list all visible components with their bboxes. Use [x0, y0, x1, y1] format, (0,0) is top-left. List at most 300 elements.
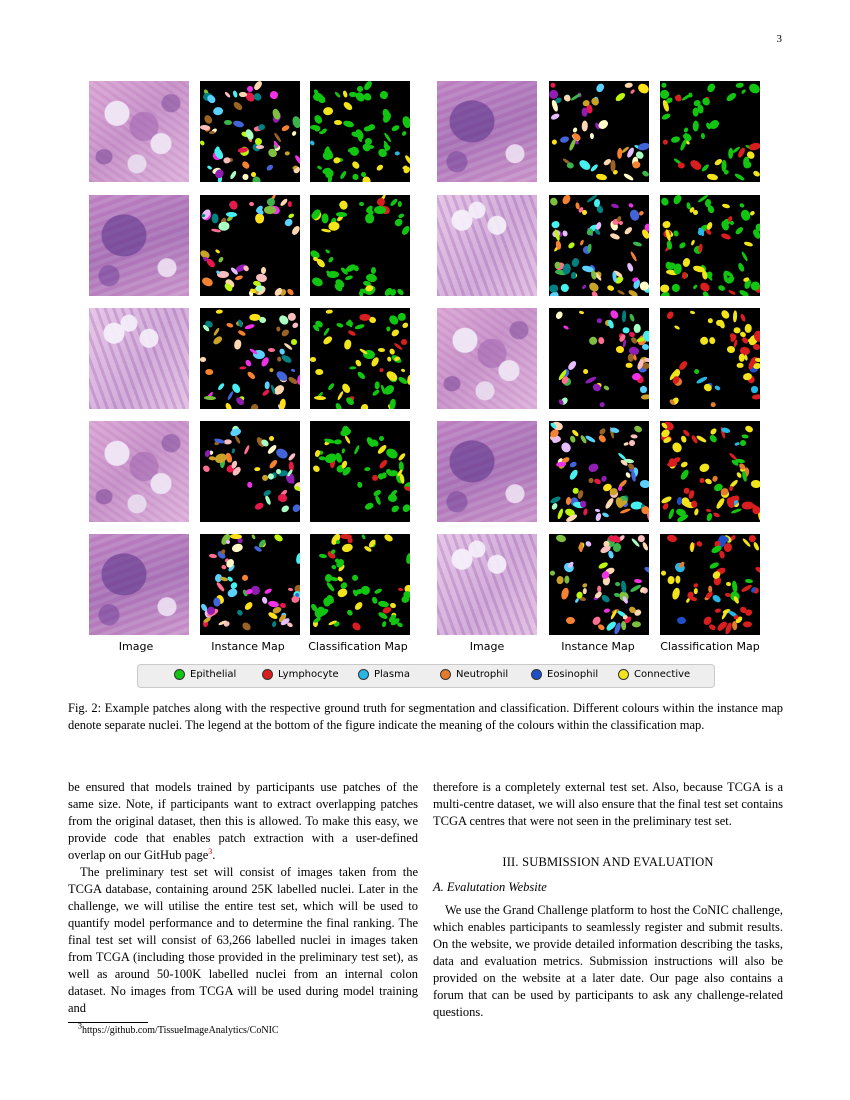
- nucleus-mark: [377, 347, 384, 352]
- nucleus-mark: [212, 598, 220, 607]
- nucleus-mark: [590, 164, 599, 173]
- nucleus-mark: [672, 230, 679, 237]
- nucleus-mark: [206, 257, 217, 268]
- nucleus-mark: [612, 169, 618, 175]
- nucleus-mark: [342, 90, 347, 97]
- classification-map-patch: [310, 308, 410, 409]
- nucleus-mark: [351, 621, 362, 632]
- nucleus-mark: [753, 343, 760, 351]
- nucleus-mark: [314, 396, 326, 400]
- nucleus-mark: [374, 587, 383, 594]
- paragraph-preliminary-test-set: The preliminary test set will consist of images taken from the TCGA database, containing around 25K labelled nuclei. Later in the challenge, we will utilise the entire test set, which will be used to quantify model performance and to determine the final ranking. The final test set will consist of 63,266 labelled nuclei in images taken from TCGA (including those provided in the preliminary test set), as well as around 50-100K labelled nuclei from an internal colon dataset. No images from TCGA will be used during model training and: [68, 865, 418, 1015]
- nucleus-mark: [381, 621, 387, 628]
- nucleus-mark: [554, 262, 560, 269]
- nucleus-mark: [557, 508, 564, 520]
- nucleus-mark: [736, 83, 744, 89]
- nucleus-mark: [603, 385, 611, 392]
- classification-map-patch: [660, 308, 760, 409]
- nucleus-mark: [556, 575, 564, 584]
- nucleus-mark: [257, 123, 266, 131]
- nucleus-mark: [684, 487, 690, 493]
- nucleus-mark: [701, 270, 708, 279]
- instance-map-patch: [549, 81, 649, 182]
- column-label-classification-map-left: Classification Map: [308, 640, 408, 653]
- nucleus-mark: [256, 145, 264, 149]
- he-image-patch: [89, 308, 189, 409]
- nucleus-mark: [748, 82, 760, 95]
- nucleus-mark: [620, 580, 626, 592]
- nucleus-mark: [344, 435, 351, 444]
- nucleus-mark: [389, 198, 398, 207]
- nucleus-mark: [699, 335, 710, 346]
- nucleus-mark: [352, 173, 358, 179]
- nucleus-mark: [611, 203, 619, 209]
- nucleus-mark: [379, 90, 388, 99]
- nucleus-mark: [288, 587, 294, 591]
- nucleus-mark: [595, 512, 602, 520]
- nucleus-mark: [351, 160, 360, 169]
- nucleus-mark: [706, 508, 712, 512]
- nucleus-mark: [201, 464, 211, 474]
- nucleus-mark: [597, 336, 604, 344]
- nucleus-mark: [670, 441, 683, 454]
- nucleus-mark: [665, 310, 675, 320]
- nucleus-mark: [738, 289, 750, 296]
- nucleus-mark: [228, 200, 238, 211]
- column-label-image-left: Image: [118, 640, 154, 653]
- nucleus-mark: [249, 202, 254, 207]
- nucleus-mark: [389, 398, 397, 409]
- nucleus-mark: [551, 221, 560, 229]
- nucleus-mark: [232, 101, 243, 112]
- nucleus-mark: [226, 390, 234, 401]
- nucleus-mark: [229, 170, 237, 179]
- nucleus-mark: [615, 91, 627, 102]
- nucleus-mark: [223, 91, 230, 98]
- right-column: [433, 779, 783, 1021]
- nucleus-mark: [401, 503, 410, 513]
- nucleus-mark: [708, 319, 713, 324]
- nucleus-mark: [722, 203, 730, 209]
- nucleus-mark: [345, 274, 354, 280]
- legend-label: Connective: [634, 669, 691, 680]
- classification-map-patch: [310, 534, 410, 635]
- nucleus-mark: [682, 257, 691, 267]
- nucleus-mark: [287, 452, 296, 462]
- figure-caption: Fig. 2: Example patches along with the respective ground truth for segmentation and classification. Different colours within the instance map denote separate nuclei. The legend at the bottom of the figure indicate the meaning of the colours within the classification map.: [68, 701, 783, 732]
- nucleus-mark: [715, 497, 725, 509]
- nucleus-mark: [693, 368, 700, 375]
- nucleus-mark: [356, 371, 366, 381]
- nucleus-mark: [640, 386, 647, 392]
- nucleus-mark: [371, 267, 377, 274]
- nucleus-mark: [692, 108, 699, 117]
- nucleus-mark: [692, 582, 699, 588]
- nucleus-mark: [680, 469, 691, 482]
- nucleus-mark: [341, 542, 354, 553]
- nucleus-mark: [274, 446, 289, 459]
- paragraph-evaluation-website: We use the Grand Challenge platform to host the CoNIC challenge, which enables participants to seamlessly register and submit results. On the website, we provide detailed information describing the tasks, data and evaluation metrics. Submission instructions will also be provided on the website at a later date. Our page also contains a forum that can be used by participants to ask any challenge-related questions.: [433, 903, 783, 1019]
- nucleus-mark: [726, 582, 732, 587]
- nucleus-mark: [660, 197, 670, 207]
- classification-map-patch: [660, 421, 760, 522]
- nucleus-mark: [637, 82, 649, 95]
- nucleus-mark: [204, 396, 216, 400]
- nucleus-mark: [213, 327, 221, 336]
- nucleus-mark: [671, 282, 682, 293]
- nucleus-mark: [378, 367, 384, 373]
- nucleus-mark: [325, 581, 335, 592]
- nucleus-mark: [734, 441, 739, 446]
- nucleus-mark: [311, 214, 316, 217]
- nucleus-mark: [264, 587, 273, 594]
- nucleus-mark: [751, 394, 760, 400]
- nucleus-mark: [347, 318, 353, 327]
- legend-item-epithelial: [174, 669, 236, 680]
- nucleus-mark: [251, 534, 256, 540]
- nucleus-mark: [212, 107, 223, 116]
- nucleus-mark: [290, 224, 300, 236]
- subsection-heading: A. Evalutation Website: [433, 880, 547, 894]
- nucleus-mark: [267, 347, 274, 352]
- nucleus-mark: [709, 427, 717, 436]
- nucleus-mark: [749, 142, 760, 152]
- nucleus-mark: [680, 461, 688, 468]
- nucleus-mark: [566, 163, 574, 170]
- nucleus-mark: [206, 93, 217, 104]
- nucleus-mark: [668, 508, 675, 520]
- nucleus-mark: [585, 435, 596, 444]
- nucleus-mark: [737, 363, 744, 368]
- legend-item-plasma: [358, 669, 410, 680]
- he-image-patch: [89, 81, 189, 182]
- nucleus-mark: [701, 164, 710, 173]
- nucleus-mark: [280, 328, 290, 338]
- footnote-url[interactable]: https://github.com/TissueImageAnalytics/CoNIC: [82, 1025, 279, 1036]
- nucleus-mark: [708, 624, 716, 632]
- nucleus-mark: [610, 232, 621, 240]
- nucleus-mark: [231, 448, 235, 453]
- nucleus-mark: [401, 130, 407, 137]
- nucleus-mark: [334, 120, 342, 126]
- nucleus-mark: [584, 540, 592, 547]
- nucleus-mark: [356, 481, 362, 488]
- column-label-classification-map-right: Classification Map: [660, 640, 760, 653]
- legend-swatch: [174, 669, 185, 680]
- legend-swatch: [358, 669, 369, 680]
- nucleus-mark: [212, 213, 219, 223]
- nucleus-mark: [617, 148, 623, 160]
- nucleus-mark: [224, 439, 232, 445]
- nucleus-mark: [231, 542, 244, 553]
- nucleus-mark: [739, 202, 745, 208]
- nucleus-mark: [562, 325, 569, 331]
- nucleus-mark: [625, 83, 633, 89]
- legend-label: Neutrophil: [456, 669, 509, 680]
- nucleus-mark: [401, 321, 409, 329]
- nucleus-mark: [640, 394, 649, 400]
- nucleus-mark: [239, 91, 247, 97]
- nucleus-mark: [593, 198, 599, 207]
- nucleus-mark: [310, 140, 316, 146]
- nucleus-mark: [269, 90, 278, 99]
- nucleus-mark: [573, 487, 579, 493]
- nucleus-mark: [224, 403, 233, 409]
- nucleus-mark: [744, 241, 753, 247]
- nucleus-mark: [336, 322, 344, 328]
- nucleus-mark: [734, 226, 744, 236]
- nucleus-mark: [400, 224, 410, 236]
- nucleus-mark: [597, 434, 607, 444]
- nucleus-mark: [660, 285, 669, 293]
- nucleus-mark: [695, 540, 703, 547]
- nucleus-mark: [612, 542, 622, 552]
- nucleus-mark: [588, 335, 599, 346]
- he-image-patch: [437, 308, 537, 409]
- nucleus-mark: [375, 163, 384, 172]
- nucleus-mark: [711, 594, 722, 604]
- nucleus-mark: [556, 241, 562, 251]
- nucleus-mark: [201, 276, 214, 288]
- nucleus-mark: [568, 242, 577, 250]
- nucleus-mark: [639, 281, 649, 291]
- nucleus-mark: [334, 439, 342, 445]
- nucleus-mark: [623, 226, 633, 236]
- nucleus-mark: [698, 244, 703, 253]
- nucleus-mark: [720, 609, 728, 620]
- nucleus-mark: [346, 609, 354, 617]
- instance-map-patch: [200, 308, 300, 409]
- column-label-instance-map-right: Instance Map: [561, 640, 635, 653]
- nucleus-mark: [354, 323, 364, 329]
- nucleus-mark: [351, 574, 359, 582]
- nucleus-mark: [667, 462, 678, 468]
- nucleus-mark: [287, 213, 294, 219]
- nucleus-mark: [718, 319, 726, 329]
- nucleus-mark: [291, 339, 297, 345]
- nucleus-mark: [680, 139, 688, 151]
- nucleus-mark: [754, 565, 760, 574]
- nucleus-mark: [200, 357, 207, 362]
- nucleus-mark: [386, 327, 390, 332]
- legend-swatch: [618, 669, 629, 680]
- nucleus-mark: [714, 385, 722, 392]
- nucleus-mark: [262, 389, 271, 397]
- nucleus-mark: [677, 163, 685, 170]
- nucleus-mark: [739, 209, 751, 223]
- nucleus-mark: [246, 371, 256, 381]
- footnote-reference[interactable]: 3: [208, 846, 213, 856]
- nucleus-mark: [661, 83, 667, 88]
- nucleus-mark: [325, 310, 333, 315]
- nucleus-mark: [627, 289, 639, 296]
- nucleus-mark: [203, 114, 214, 125]
- classification-map-patch: [310, 421, 410, 522]
- nucleus-mark: [315, 369, 324, 376]
- nucleus-mark: [236, 609, 244, 617]
- nucleus-mark: [284, 151, 290, 156]
- legend-swatch: [531, 669, 542, 680]
- nucleus-mark: [732, 310, 737, 322]
- nucleus-mark: [667, 241, 673, 251]
- legend-item-eosinophil: [531, 669, 598, 680]
- nucleus-mark: [738, 262, 746, 272]
- nucleus-mark: [403, 485, 410, 493]
- nucleus-mark: [561, 195, 572, 206]
- nucleus-mark: [693, 284, 698, 289]
- nucleus-mark: [322, 107, 333, 116]
- nucleus-mark: [336, 390, 344, 401]
- nucleus-mark: [744, 424, 754, 433]
- nucleus-mark: [597, 319, 602, 324]
- nucleus-mark: [353, 444, 360, 454]
- nucleus-mark: [322, 334, 333, 345]
- nucleus-mark: [364, 467, 371, 472]
- nucleus-mark: [559, 441, 572, 454]
- nucleus-mark: [631, 434, 638, 439]
- nucleus-mark: [744, 354, 748, 360]
- nucleus-mark: [241, 160, 250, 169]
- nucleus-mark: [394, 151, 400, 156]
- nucleus-mark: [751, 386, 758, 392]
- nucleus-mark: [629, 313, 636, 322]
- legend-item-neutrophil: [440, 669, 508, 680]
- nucleus-mark: [671, 586, 681, 599]
- nucleus-mark: [269, 435, 275, 441]
- instance-map-patch: [549, 195, 649, 296]
- nucleus-mark: [595, 82, 606, 93]
- nucleus-mark: [375, 381, 380, 390]
- he-image-patch: [437, 81, 537, 182]
- nucleus-mark: [366, 145, 374, 149]
- classification-map-patch: [310, 195, 410, 296]
- nucleus-mark: [291, 321, 299, 329]
- nucleus-mark: [273, 534, 284, 543]
- figure-legend: [137, 664, 715, 688]
- nucleus-mark: [733, 339, 738, 348]
- page-number: 3: [776, 33, 782, 45]
- he-image-patch: [89, 534, 189, 635]
- nucleus-mark: [551, 113, 561, 121]
- nucleus-mark: [628, 202, 634, 208]
- nucleus-mark: [278, 493, 288, 502]
- he-image-patch: [89, 195, 189, 296]
- nucleus-mark: [339, 170, 347, 179]
- nucleus-mark: [690, 311, 696, 316]
- nucleus-mark: [349, 91, 357, 97]
- nucleus-mark: [601, 511, 609, 518]
- instance-map-patch: [549, 421, 649, 522]
- nucleus-mark: [679, 242, 688, 250]
- nucleus-mark: [726, 91, 738, 102]
- nucleus-mark: [667, 534, 679, 543]
- nucleus-mark: [621, 310, 626, 322]
- classification-map-patch: [660, 81, 760, 182]
- nucleus-mark: [569, 139, 577, 151]
- nucleus-mark: [734, 172, 746, 181]
- nucleus-mark: [313, 114, 324, 125]
- nucleus-mark: [271, 621, 277, 628]
- nucleus-mark: [398, 587, 404, 591]
- nucleus-mark: [582, 588, 586, 594]
- nucleus-mark: [293, 485, 300, 493]
- nucleus-mark: [641, 542, 649, 552]
- nucleus-mark: [745, 579, 753, 584]
- instance-map-patch: [200, 195, 300, 296]
- classification-map-patch: [660, 195, 760, 296]
- nucleus-mark: [560, 586, 570, 599]
- nucleus-mark: [374, 206, 386, 214]
- nucleus-mark: [225, 539, 230, 544]
- nucleus-mark: [232, 90, 237, 97]
- nucleus-mark: [639, 479, 649, 488]
- nucleus-mark: [569, 461, 577, 468]
- nucleus-mark: [268, 367, 274, 373]
- nucleus-mark: [238, 366, 245, 370]
- nucleus-mark: [564, 575, 569, 583]
- nucleus-mark: [385, 369, 399, 382]
- nucleus-mark: [253, 92, 264, 103]
- nucleus-mark: [698, 462, 711, 473]
- nucleus-mark: [750, 281, 760, 291]
- nucleus-mark: [630, 251, 638, 262]
- he-image-patch: [437, 534, 537, 635]
- nucleus-mark: [643, 565, 649, 574]
- nucleus-mark: [401, 115, 410, 128]
- nucleus-mark: [701, 290, 710, 296]
- nucleus-mark: [750, 479, 760, 488]
- nucleus-mark: [353, 600, 364, 611]
- nucleus-mark: [276, 327, 280, 332]
- nucleus-mark: [587, 462, 600, 473]
- nucleus-mark: [641, 169, 649, 177]
- nucleus-mark: [690, 542, 695, 552]
- footnote-mark: 3: [78, 1021, 82, 1031]
- nucleus-mark: [290, 368, 295, 372]
- nucleus-mark: [623, 172, 635, 181]
- nucleus-mark: [265, 163, 274, 172]
- nucleus-mark: [284, 217, 294, 227]
- nucleus-mark: [549, 197, 559, 207]
- nucleus-mark: [693, 588, 697, 594]
- nucleus-mark: [677, 617, 686, 624]
- nucleus-mark: [549, 285, 558, 293]
- nucleus-mark: [254, 467, 261, 472]
- nucleus-mark: [215, 581, 225, 592]
- nucleus-mark: [583, 508, 588, 516]
- nucleus-mark: [717, 284, 725, 292]
- nucleus-mark: [328, 222, 340, 231]
- nucleus-mark: [711, 403, 716, 408]
- nucleus-mark: [249, 402, 260, 409]
- instance-map-patch: [200, 421, 300, 522]
- nucleus-mark: [749, 210, 755, 216]
- nucleus-mark: [634, 579, 642, 584]
- nucleus-mark: [672, 195, 683, 206]
- nucleus-mark: [280, 124, 290, 132]
- nucleus-mark: [632, 621, 641, 628]
- nucleus-mark: [333, 91, 340, 98]
- nucleus-mark: [606, 284, 614, 292]
- nucleus-mark: [691, 501, 697, 508]
- nucleus-mark: [265, 381, 270, 390]
- nucleus-mark: [595, 508, 601, 512]
- nucleus-mark: [626, 363, 633, 368]
- nucleus-mark: [617, 289, 626, 296]
- nucleus-mark: [344, 339, 352, 350]
- nucleus-mark: [615, 582, 621, 587]
- nucleus-mark: [218, 222, 230, 231]
